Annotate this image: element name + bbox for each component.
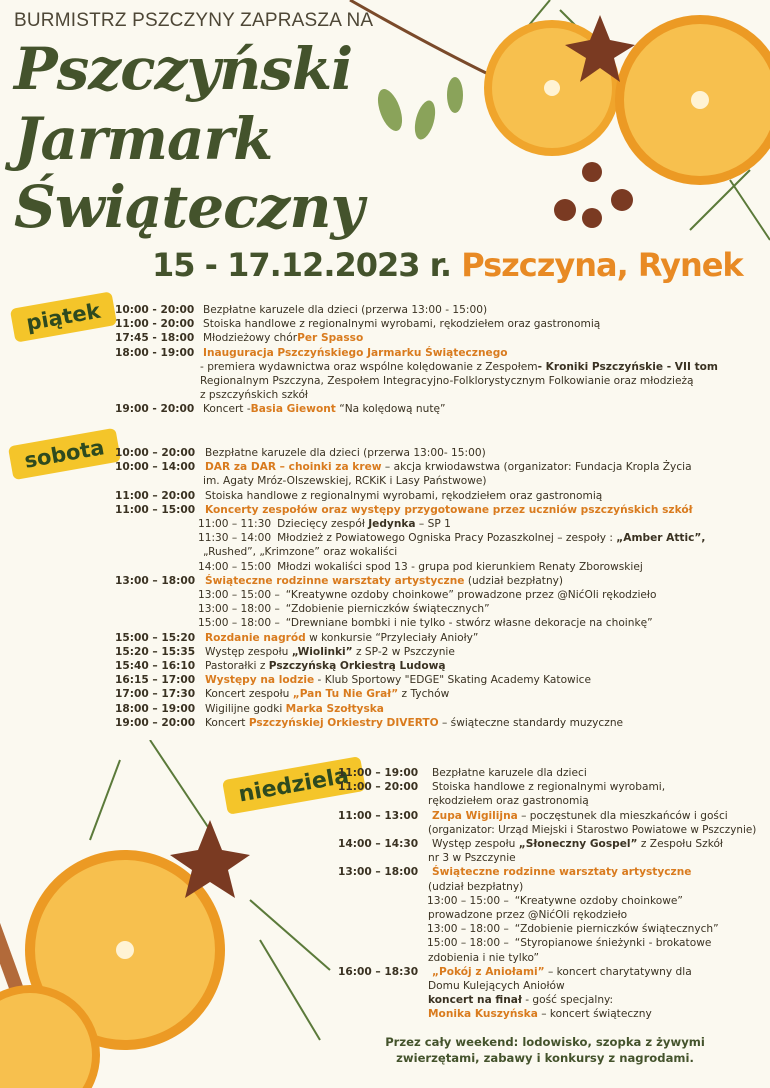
schedule-row [115, 687, 449, 701]
schedule-text-2: - Klub Sportowy "EDGE" Skating Academy Katowice [314, 674, 592, 687]
schedule-text: Bezpłatne karuzele dla dzieci (przerwa 13:00- 15:00) [205, 447, 486, 459]
schedule-description [203, 346, 508, 360]
schedule-row [200, 388, 308, 402]
schedule-time: 10:00 - 20:00 [115, 304, 195, 316]
schedule-time: 10:00 – 14:00 [115, 461, 196, 474]
schedule-row [115, 673, 591, 687]
schedule-row [428, 951, 539, 965]
schedule-text: Regionalnym Pszczyna, Zespołem Integracyjno-Folklorystycznym Folkowianie oraz młodzieżą [200, 375, 694, 387]
event-place: Pszczyna, Rynek [461, 246, 743, 284]
schedule-highlight: „Pokój z Aniołami” [432, 965, 545, 978]
schedule-time: 13:00 – 18:00 [115, 574, 196, 587]
schedule-description [432, 865, 691, 879]
schedule-time: 11:00 – 20:00 [115, 489, 196, 502]
schedule-row [338, 837, 723, 851]
schedule-highlight: Koncerty zespołów oraz występy przygotowane przez uczniów pszczyńskich szkół [205, 503, 693, 516]
day-tag-saturday: sobota [8, 428, 121, 480]
schedule-sub-time: 13:00 – 15:00 – [427, 894, 509, 907]
schedule-text: Młodzi wokaliści spod 13 - grupa pod kierunkiem Renaty Zborowskiej [277, 560, 643, 573]
schedule-row [198, 616, 653, 630]
schedule-highlight: Monika Kuszyńska [428, 1008, 538, 1021]
schedule-row [427, 894, 683, 908]
schedule-description [428, 993, 613, 1007]
schedule-description [203, 331, 363, 345]
schedule-row [427, 936, 711, 950]
schedule-row [115, 631, 478, 645]
schedule-time: 18:00 - 19:00 [115, 346, 195, 359]
schedule-text-2: (udział bezpłatny) [464, 574, 564, 587]
schedule-description [432, 809, 728, 823]
schedule-bold: „Wiolinki” [291, 645, 353, 658]
schedule-text: Stoiska handlowe z regionalnymi wyrobami, [432, 781, 666, 794]
schedule-description [205, 489, 602, 503]
schedule-text: Pastorałki z [205, 660, 269, 672]
schedule-highlight: Świąteczne rodzinne warsztaty artystyczne [432, 866, 692, 879]
schedule-text-2: z Tychów [398, 688, 450, 701]
schedule-description [200, 360, 718, 374]
schedule-text: „Rushed”, „Krimzone” oraz wokaliści [203, 546, 398, 559]
schedule-row [338, 865, 691, 879]
schedule-time: 15:20 – 15:35 [115, 645, 196, 658]
orange-slices-illustration-top [330, 0, 770, 250]
schedule-highlight: Zupa Wigilijna [432, 809, 518, 822]
schedule-description [205, 645, 455, 659]
schedule-description [286, 602, 490, 616]
schedule-time: 17:45 - 18:00 [115, 332, 195, 345]
schedule-bold: „Amber Attic”, [616, 532, 706, 545]
schedule-text-2: z Zespołu Szkół [637, 838, 723, 850]
schedule-text: Młodzieżowy chór [203, 332, 298, 345]
schedule-text: Dziecięcy zespół [277, 518, 369, 530]
schedule-time: 17:00 – 17:30 [115, 688, 196, 701]
schedule-description [203, 317, 600, 331]
schedule-time: 15:40 – 16:10 [115, 660, 196, 672]
schedule-description [205, 659, 446, 673]
schedule-bold: Pszczyńską Orkiestrą Ludową [268, 660, 446, 672]
schedule-description [286, 588, 657, 602]
schedule-description [428, 908, 627, 922]
schedule-highlight: Per Spasso [297, 332, 364, 345]
schedule-highlight: Świąteczne rodzinne warsztaty artystyczne [205, 574, 465, 587]
schedule-text-2: - gość specjalny: [521, 994, 614, 1007]
schedule-time: 18:00 – 19:00 [115, 702, 196, 715]
schedule-description [203, 303, 487, 317]
schedule-text: im. Agaty Mróz-Olszewskiej, RCKiK i Lasy Państwowe) [203, 475, 487, 488]
schedule-time: 19:00 - 20:00 [115, 403, 195, 416]
schedule-text-2: z SP-2 w Pszczynie [352, 645, 455, 658]
schedule-row [115, 489, 602, 503]
schedule-row [428, 880, 523, 894]
schedule-time: 11:00 - 20:00 [115, 318, 195, 331]
schedule-row [428, 993, 613, 1007]
schedule-description [428, 851, 516, 865]
schedule-row [428, 823, 756, 837]
schedule-row [203, 474, 487, 488]
schedule-highlight: Pszczyńskiej Orkiestry DIVERTO [248, 716, 439, 729]
schedule-row [428, 908, 627, 922]
schedule-text: “Styropianowe śnieżynki - brokatowe [514, 937, 712, 950]
schedule-text-2: – koncert świąteczny [537, 1008, 652, 1021]
schedule-text-2: w konkursie “Przyleciały Anioły” [305, 631, 479, 644]
schedule-row [115, 574, 563, 588]
schedule-row [198, 588, 656, 602]
schedule-text: “Zdobienie pierniczków świątecznych” [514, 923, 719, 936]
schedule-text: Bezpłatne karuzele dla dzieci (przerwa 13:00 - 15:00) [203, 304, 488, 316]
schedule-description [428, 794, 589, 808]
schedule-sub-time: 15:00 – 18:00 – [198, 617, 280, 630]
schedule-text-2: – SP 1 [415, 518, 451, 530]
day-tag-friday: piątek [10, 291, 117, 342]
schedule-text: “Kreatywne ozdoby choinkowe” [514, 894, 683, 907]
schedule-sub-time: 14:00 – 15:00 [198, 560, 272, 573]
schedule-text-2: – koncert charytatywny dla [544, 965, 692, 978]
schedule-description [203, 474, 487, 488]
schedule-description [277, 517, 451, 531]
schedule-row [198, 531, 705, 545]
schedule-text: (udział bezpłatny) [428, 880, 524, 893]
schedule-row [198, 517, 451, 531]
schedule-text: Występ zespołu [205, 645, 292, 658]
schedule-highlight: Basia Giewont [250, 403, 336, 416]
schedule-description [432, 766, 587, 780]
schedule-time: 11:00 – 20:00 [338, 781, 419, 794]
schedule-text: Stoiska handlowe z regionalnymi wyrobami, rękodziełem oraz gastronomią [203, 318, 601, 331]
event-title-line-2: Jarmark [14, 105, 273, 173]
schedule-text: Bezpłatne karuzele dla dzieci [432, 767, 587, 779]
schedule-row [115, 346, 508, 360]
schedule-text: Koncert - [203, 403, 251, 416]
schedule-highlight: Rozdanie nagród [205, 631, 306, 644]
schedule-row [198, 602, 490, 616]
schedule-description [205, 716, 623, 730]
schedule-bold: koncert na finał [428, 994, 522, 1007]
schedule-row [428, 979, 565, 993]
schedule-bold: Jedynka [368, 518, 416, 530]
schedule-description [515, 922, 719, 936]
schedule-text: Domu Kulejących Aniołów [428, 980, 565, 992]
schedule-description [205, 446, 486, 460]
schedule-row [427, 922, 719, 936]
schedule-text-2: “Na kolędową nutę” [335, 403, 446, 416]
schedule-text-2: – poczęstunek dla mieszkańców i gości [517, 809, 728, 822]
schedule-text: - premiera wydawnictwa oraz wspólne kolędowanie z Zespołem [200, 360, 538, 373]
schedule-description [205, 460, 692, 474]
schedule-description [432, 965, 692, 979]
schedule-description [205, 574, 563, 588]
schedule-sub-time: 13:00 – 15:00 – [198, 589, 280, 601]
schedule-highlight: Marka Szołtyska [285, 702, 384, 715]
schedule-highlight: „Pan Tu Nie Grał” [292, 688, 399, 701]
schedule-row [198, 560, 643, 574]
schedule-row [428, 851, 516, 865]
schedule-description [286, 616, 653, 630]
schedule-time: 11:00 – 15:00 [115, 503, 196, 516]
schedule-text-2: – akcja krwiodawstwa (organizator: Fundacja Kropla Życia [381, 461, 692, 474]
schedule-row [115, 659, 446, 673]
weekend-note-line-1: Przez cały weekend: lodowisko, szopka z żywymi [385, 1035, 705, 1049]
schedule-text: “Zdobienie pierniczków świątecznych” [285, 603, 490, 616]
schedule-description [428, 823, 756, 837]
weekend-note-line-2: zwierzętami, zabawy i konkursy z nagrodami. [396, 1051, 694, 1065]
schedule-description [428, 951, 539, 965]
schedule-text: nr 3 w Pszczynie [428, 852, 516, 865]
schedule-description [205, 702, 384, 716]
event-title-line-1: Pszczyński [14, 35, 353, 103]
schedule-time: 19:00 – 20:00 [115, 716, 196, 729]
schedule-sub-time: 11:00 – 11:30 [198, 518, 272, 530]
schedule-text-2: – świąteczne standardy muzyczne [438, 716, 624, 729]
schedule-row [338, 809, 728, 823]
schedule-time: 10:00 – 20:00 [115, 447, 196, 459]
schedule-row [115, 645, 455, 659]
schedule-bold: - Kroniki Pszczyńskie - VII tom [537, 360, 718, 373]
schedule-text: “Kreatywne ozdoby choinkowe” prowadzone przez @NićOli rękodzieło [285, 589, 657, 601]
schedule-text: Wigilijne godki [205, 702, 286, 715]
schedule-row [200, 374, 694, 388]
schedule-row [338, 780, 665, 794]
schedule-row [115, 331, 363, 345]
schedule-description [432, 837, 723, 851]
schedule-text: “Drewniane bombki i nie tylko - stwórz własne dekoracje na choinkę” [285, 617, 653, 630]
schedule-time: 13:00 – 18:00 [338, 866, 419, 879]
schedule-description [515, 936, 712, 950]
header-invite: BURMISTRZ PSZCZYNY ZAPRASZA NA [14, 10, 374, 31]
schedule-text: z pszczyńskich szkół [200, 389, 308, 402]
schedule-sub-time: 13:00 – 18:00 – [427, 923, 509, 936]
schedule-description [205, 673, 591, 687]
schedule-description [428, 880, 523, 894]
schedule-text: Stoiska handlowe z regionalnymi wyrobami, rękodziełem oraz gastronomią [205, 489, 603, 502]
schedule-description [203, 545, 397, 559]
schedule-description [200, 388, 308, 402]
date-place-line [152, 246, 743, 284]
weekend-note [380, 1034, 710, 1066]
schedule-description [200, 374, 694, 388]
day-tag-sunday: niedziela [222, 756, 365, 815]
schedule-text: Koncert zespołu [205, 688, 293, 701]
schedule-row [115, 402, 446, 416]
schedule-row [115, 317, 600, 331]
schedule-row [115, 503, 693, 517]
schedule-time: 15:00 – 15:20 [115, 631, 196, 644]
schedule-highlight: Występy na lodzie [205, 674, 315, 687]
schedule-description [277, 531, 705, 545]
schedule-text: Występ zespołu [432, 838, 519, 850]
schedule-highlight: DAR za DAR – choinki za krew [205, 461, 382, 474]
schedule-row [200, 360, 718, 374]
schedule-text: Koncert [205, 716, 249, 729]
schedule-time: 11:00 – 13:00 [338, 809, 419, 822]
schedule-sub-time: 13:00 – 18:00 – [198, 603, 280, 616]
schedule-row [428, 1007, 652, 1021]
schedule-row [338, 965, 692, 979]
schedule-description [205, 503, 693, 517]
schedule-description [205, 687, 449, 701]
schedule-row [428, 794, 589, 808]
schedule-description [203, 402, 446, 416]
schedule-row [115, 446, 486, 460]
schedule-bold: „Słoneczny Gospel” [518, 838, 638, 850]
schedule-description [428, 1007, 652, 1021]
schedule-time: 16:00 – 18:30 [338, 965, 419, 978]
schedule-sub-time: 15:00 – 18:00 – [427, 937, 509, 950]
schedule-row [115, 702, 384, 716]
schedule-text: rękodziełem oraz gastronomią [428, 795, 589, 808]
schedule-time: 14:00 – 14:30 [338, 838, 419, 850]
schedule-sub-time: 11:30 – 14:00 [198, 532, 272, 545]
event-title-line-3: Świąteczny [14, 173, 364, 241]
event-date: 15 - 17.12.2023 r. [152, 246, 452, 284]
schedule-time: 11:00 – 19:00 [338, 767, 419, 779]
schedule-highlight: Inauguracja Pszczyńskiego Jarmarku Świątecznego [203, 346, 508, 359]
schedule-row [203, 545, 397, 559]
schedule-row [115, 303, 487, 317]
schedule-row [115, 716, 623, 730]
schedule-text: zdobienia i nie tylko” [428, 951, 540, 964]
schedule-text: (organizator: Urząd Miejski i Starostwo Powiatowe w Pszczynie) [428, 823, 757, 836]
schedule-description [277, 560, 643, 574]
schedule-text: Młodzież z Powiatowego Ogniska Pracy Pozaszkolnej – zespoły : [277, 532, 617, 545]
schedule-description [515, 894, 683, 908]
schedule-text: prowadzone przez @NićOli rękodzieło [428, 909, 628, 921]
schedule-description [428, 979, 565, 993]
schedule-description [205, 631, 478, 645]
schedule-time: 16:15 – 17:00 [115, 674, 196, 687]
schedule-description [432, 780, 665, 794]
schedule-row [115, 460, 692, 474]
schedule-row [338, 766, 587, 780]
